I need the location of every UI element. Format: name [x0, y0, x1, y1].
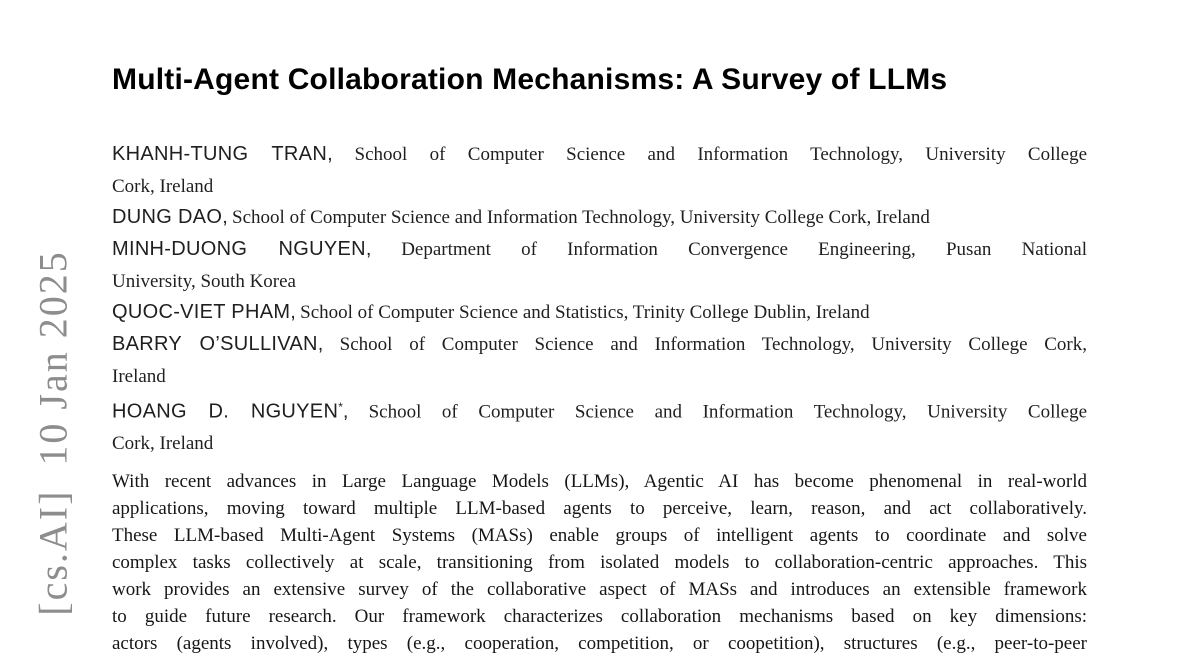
abstract-line: With recent advances in Large Language Models (LLMs), Agentic AI has become phenomenal in real-world — [112, 471, 1087, 492]
abstract-line: to guide future research. Our framework characterizes collaboration mechanisms based on key dimensions: — [112, 606, 1087, 627]
author-name: HOANG D. NGUYEN — [112, 400, 339, 423]
author-affiliation: School of Computer Science and Statistics, Trinity College Dublin, Ireland — [300, 302, 870, 323]
author-name-suffix: , — [365, 238, 372, 260]
paper-title: Multi-Agent Collaboration Mechanisms: A Survey of LLMs — [112, 63, 948, 96]
author-affiliation-continued: Ireland — [112, 366, 166, 387]
author-affiliation: School of Computer Science and Information Technology, University College — [368, 401, 1087, 423]
author-entry — [112, 139, 1087, 202]
author-name-suffix: , — [290, 301, 297, 323]
author-entry — [112, 297, 1087, 329]
author-line — [112, 139, 1087, 171]
author-entry — [112, 202, 1087, 234]
author-line — [112, 297, 1087, 329]
author-name: KHANH-TUNG TRAN — [112, 143, 328, 165]
author-name: QUOC-VIET PHAM — [112, 301, 291, 323]
author-affiliation: School of Computer Science and Information Technology, University College Cork, Ireland — [232, 207, 930, 228]
author-affiliation: School of Computer Science and Information Technology, University College — [354, 144, 1088, 165]
author-line — [112, 392, 1087, 428]
author-name: BARRY O’SULLIVAN — [112, 333, 318, 355]
abstract-line: work provides an extensive survey of the collaborative aspect of MASs and introduces an extensible framework — [112, 579, 1087, 600]
author-affiliation-continued: Cork, Ireland — [112, 433, 214, 455]
abstract — [112, 468, 1087, 657]
author-affiliation: Department of Information Convergence Engineering, Pusan National — [401, 239, 1087, 260]
author-line — [112, 202, 1087, 234]
author-affiliation-continued: University, South Korea — [112, 271, 296, 292]
author-name-suffix: , — [222, 206, 229, 228]
abstract-line: complex tasks collectively at scale, transitioning from isolated models to collaboration-centric approaches. This — [112, 552, 1087, 573]
author-affiliation-continued: Cork, Ireland — [112, 176, 214, 197]
abstract-line: actors (agents involved), types (e.g., cooperation, competition, or coopetition), structures (e.g., peer-to-peer — [112, 633, 1087, 654]
author-name-suffix: , — [342, 400, 349, 423]
author-name: MINH-DUONG NGUYEN — [112, 238, 366, 260]
author-block — [112, 139, 1087, 459]
abstract-line: These LLM-based Multi-Agent Systems (MASs) enable groups of intelligent agents to coordinate and solve — [112, 525, 1087, 546]
author-line — [112, 234, 1087, 266]
abstract-line: applications, moving toward multiple LLM-based agents to perceive, learn, reason, and act collaboratively. — [112, 498, 1087, 519]
author-entry — [112, 329, 1087, 392]
arxiv-category-stamp: [cs.AI] 10 Jan 2025 — [30, 250, 76, 616]
author-name: DUNG DAO — [112, 206, 223, 228]
author-line — [112, 329, 1087, 361]
author-entry — [112, 234, 1087, 297]
author-name-suffix: , — [327, 143, 333, 165]
author-footnote-marker: * — [338, 400, 343, 414]
author-affiliation: School of Computer Science and Information Technology, University College Cork, — [339, 334, 1088, 355]
author-entry — [112, 392, 1087, 459]
author-name-suffix: , — [317, 333, 324, 355]
